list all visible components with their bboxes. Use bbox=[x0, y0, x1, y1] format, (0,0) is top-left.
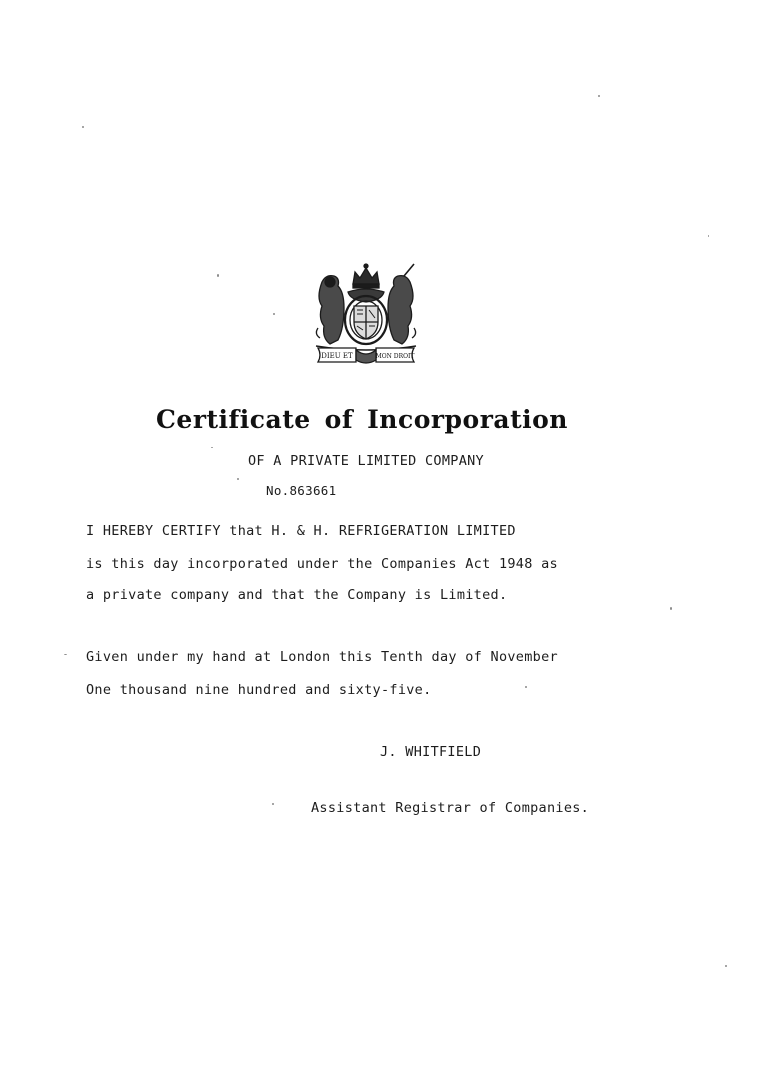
signatory-name: J. WHITFIELD bbox=[380, 744, 482, 760]
title-word-of: of bbox=[324, 405, 354, 434]
paper-speck bbox=[525, 686, 527, 688]
paper-speck bbox=[217, 274, 219, 277]
paper-speck bbox=[273, 313, 275, 315]
crest-motto-left: DIEU ET bbox=[321, 352, 353, 360]
paper-speck bbox=[670, 607, 672, 610]
certificate-title bbox=[0, 405, 746, 434]
paper-speck bbox=[272, 803, 274, 805]
certificate-subtitle: OF A PRIVATE LIMITED COMPANY bbox=[248, 453, 484, 469]
given-line-2: One thousand nine hundred and sixty-five. bbox=[86, 682, 432, 698]
certify-line-1: I HEREBY CERTIFY that H. & H. REFRIGERATION LIMITED bbox=[86, 523, 516, 539]
paper-speck bbox=[82, 126, 84, 128]
signatory-title: Assistant Registrar of Companies. bbox=[311, 800, 590, 816]
paper-speck bbox=[708, 235, 709, 237]
paper-speck bbox=[598, 95, 600, 97]
paper-speck bbox=[725, 965, 727, 967]
title-word-certificate: Certificate bbox=[156, 405, 311, 434]
crest-motto-right: MON DROIT bbox=[375, 353, 415, 360]
paper-speck bbox=[237, 478, 239, 480]
royal-coat-of-arms-icon bbox=[308, 262, 424, 368]
certify-line-2: is this day incorporated under the Companies Act 1948 as bbox=[86, 556, 558, 572]
given-line-1: Given under my hand at London this Tenth day of November bbox=[86, 649, 558, 665]
paper-speck bbox=[211, 447, 213, 448]
title-word-incorporation: Incorporation bbox=[367, 405, 568, 434]
certify-line-3: a private company and that the Company is Limited. bbox=[86, 587, 508, 603]
company-number: No.863661 bbox=[266, 483, 337, 498]
paper-speck bbox=[64, 654, 67, 655]
